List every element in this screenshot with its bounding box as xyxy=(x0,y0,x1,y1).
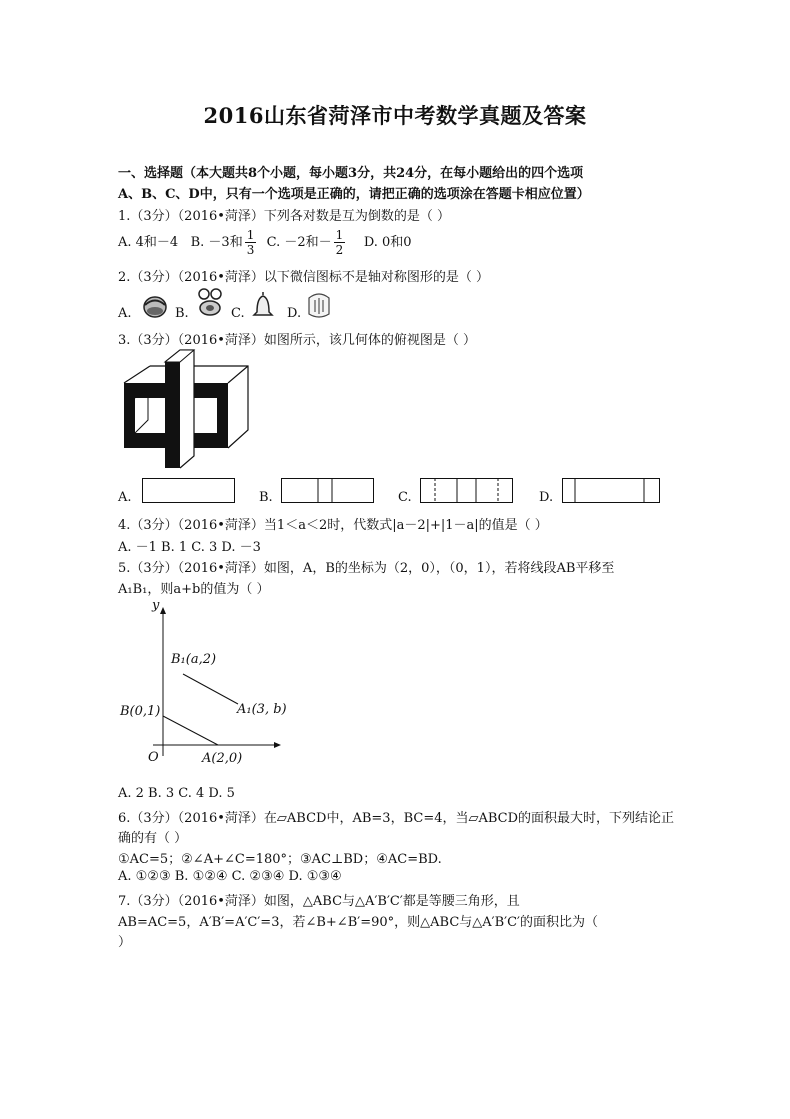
q7-stem-line1: 7.（3分）（2016•菏泽）如图，△ABC与△A′B′C′都是等腰三角形，且 xyxy=(118,894,520,909)
q6-stem-line1: 6.（3分）（2016•菏泽）在▱ABCD中，AB=3，BC=4，当▱ABCD的面积最大时，下列结论正 xyxy=(118,811,675,826)
wechat-icon-d xyxy=(305,290,333,320)
q5-coordinate-graph xyxy=(118,596,288,774)
q1-option-c: C. －2和－ xyxy=(266,235,332,250)
q5-stem-line1: 5.（3分）（2016•菏泽）如图，A，B的坐标为（2，0），（0，1），若将线段AB平移至 xyxy=(118,561,615,576)
point-b-label: B(0,1) xyxy=(120,704,161,719)
q3-label-c: C. xyxy=(398,490,412,505)
q2-label-d: D. xyxy=(287,306,302,321)
q1-stem: 1.（3分）（2016•菏泽）下列各对数是互为倒数的是（ ） xyxy=(118,209,451,224)
section-header-line1: 一、选择题（本大题共8个小题，每小题3分，共24分，在每小题给出的四个选项 xyxy=(118,166,584,181)
y-axis-label: y xyxy=(152,598,160,613)
q1-option-b: B. －3和 xyxy=(190,235,243,250)
wechat-icon-b xyxy=(195,286,225,320)
q5-stem-line2: A₁B₁，则a+b的值为（ ） xyxy=(118,582,270,597)
q3-view-a xyxy=(142,478,236,504)
q3-view-d xyxy=(562,478,662,504)
q4-options: A. －1 B. 1 C. 3 D. －3 xyxy=(118,540,261,555)
q2-label-a: A. xyxy=(118,306,132,321)
q6-options: A. ①②③ B. ①②④ C. ②③④ D. ①③④ xyxy=(118,869,342,884)
q7-stem-line3: ） xyxy=(118,935,132,950)
q3-stem: 3.（3分）（2016•菏泽）如图所示，该几何体的俯视图是（ ） xyxy=(118,333,477,348)
wechat-icon-a xyxy=(140,292,170,320)
segment-ab xyxy=(163,716,218,745)
page-title: 2016山东省菏泽市中考数学真题及答案 xyxy=(203,103,587,128)
q1-option-d: D. 0和0 xyxy=(363,235,412,250)
point-b1-label: B₁(a,2) xyxy=(171,652,217,667)
q3-label-b: B. xyxy=(259,490,273,505)
segment-a1b1 xyxy=(183,674,238,704)
point-a-label: A(2,0) xyxy=(202,751,243,766)
q1-option-a: A. 4和－4 xyxy=(118,235,179,250)
q6-stem-line2: 确的有（ ） xyxy=(118,831,188,846)
q5-options: A. 2 B. 3 C. 4 D. 5 xyxy=(118,786,235,801)
point-a1-label: A₁(3, b) xyxy=(237,702,287,717)
origin-label: O xyxy=(148,750,159,765)
q1-fraction-c: $\frac{1}{2}$ xyxy=(335,228,344,257)
q3-label-d: D. xyxy=(539,490,554,505)
wechat-icon-c xyxy=(250,290,276,320)
q4-stem: 4.（3分）（2016•菏泽）当1＜a＜2时，代数式|a－2|+|1－a|的值是（ ） xyxy=(118,518,548,533)
q1-options xyxy=(118,228,412,257)
q2-stem: 2.（3分）（2016•菏泽）以下微信图标不是轴对称图形的是（ ） xyxy=(118,270,490,285)
q6-conditions: ①AC=5；②∠A+∠C=180°；③AC⊥BD；④AC=BD. xyxy=(118,852,442,867)
q2-label-b: B. xyxy=(175,306,189,321)
solid-figure xyxy=(120,348,250,470)
q2-label-c: C. xyxy=(231,306,245,321)
q3-label-a: A. xyxy=(118,490,132,505)
q1-fraction-b: $\frac{1}{3}$ xyxy=(246,228,255,257)
q7-stem-line2: AB=AC=5，A′B′=A′C′=3，若∠B+∠B′=90°，则△ABC与△A′B′C′的面积比为（ xyxy=(118,915,599,930)
q3-view-b xyxy=(281,478,375,504)
section-header-line2: A、B、C、D中，只有一个选项是正确的，请把正确的选项涂在答题卡相应位置） xyxy=(118,187,590,202)
q3-view-c xyxy=(420,478,514,504)
